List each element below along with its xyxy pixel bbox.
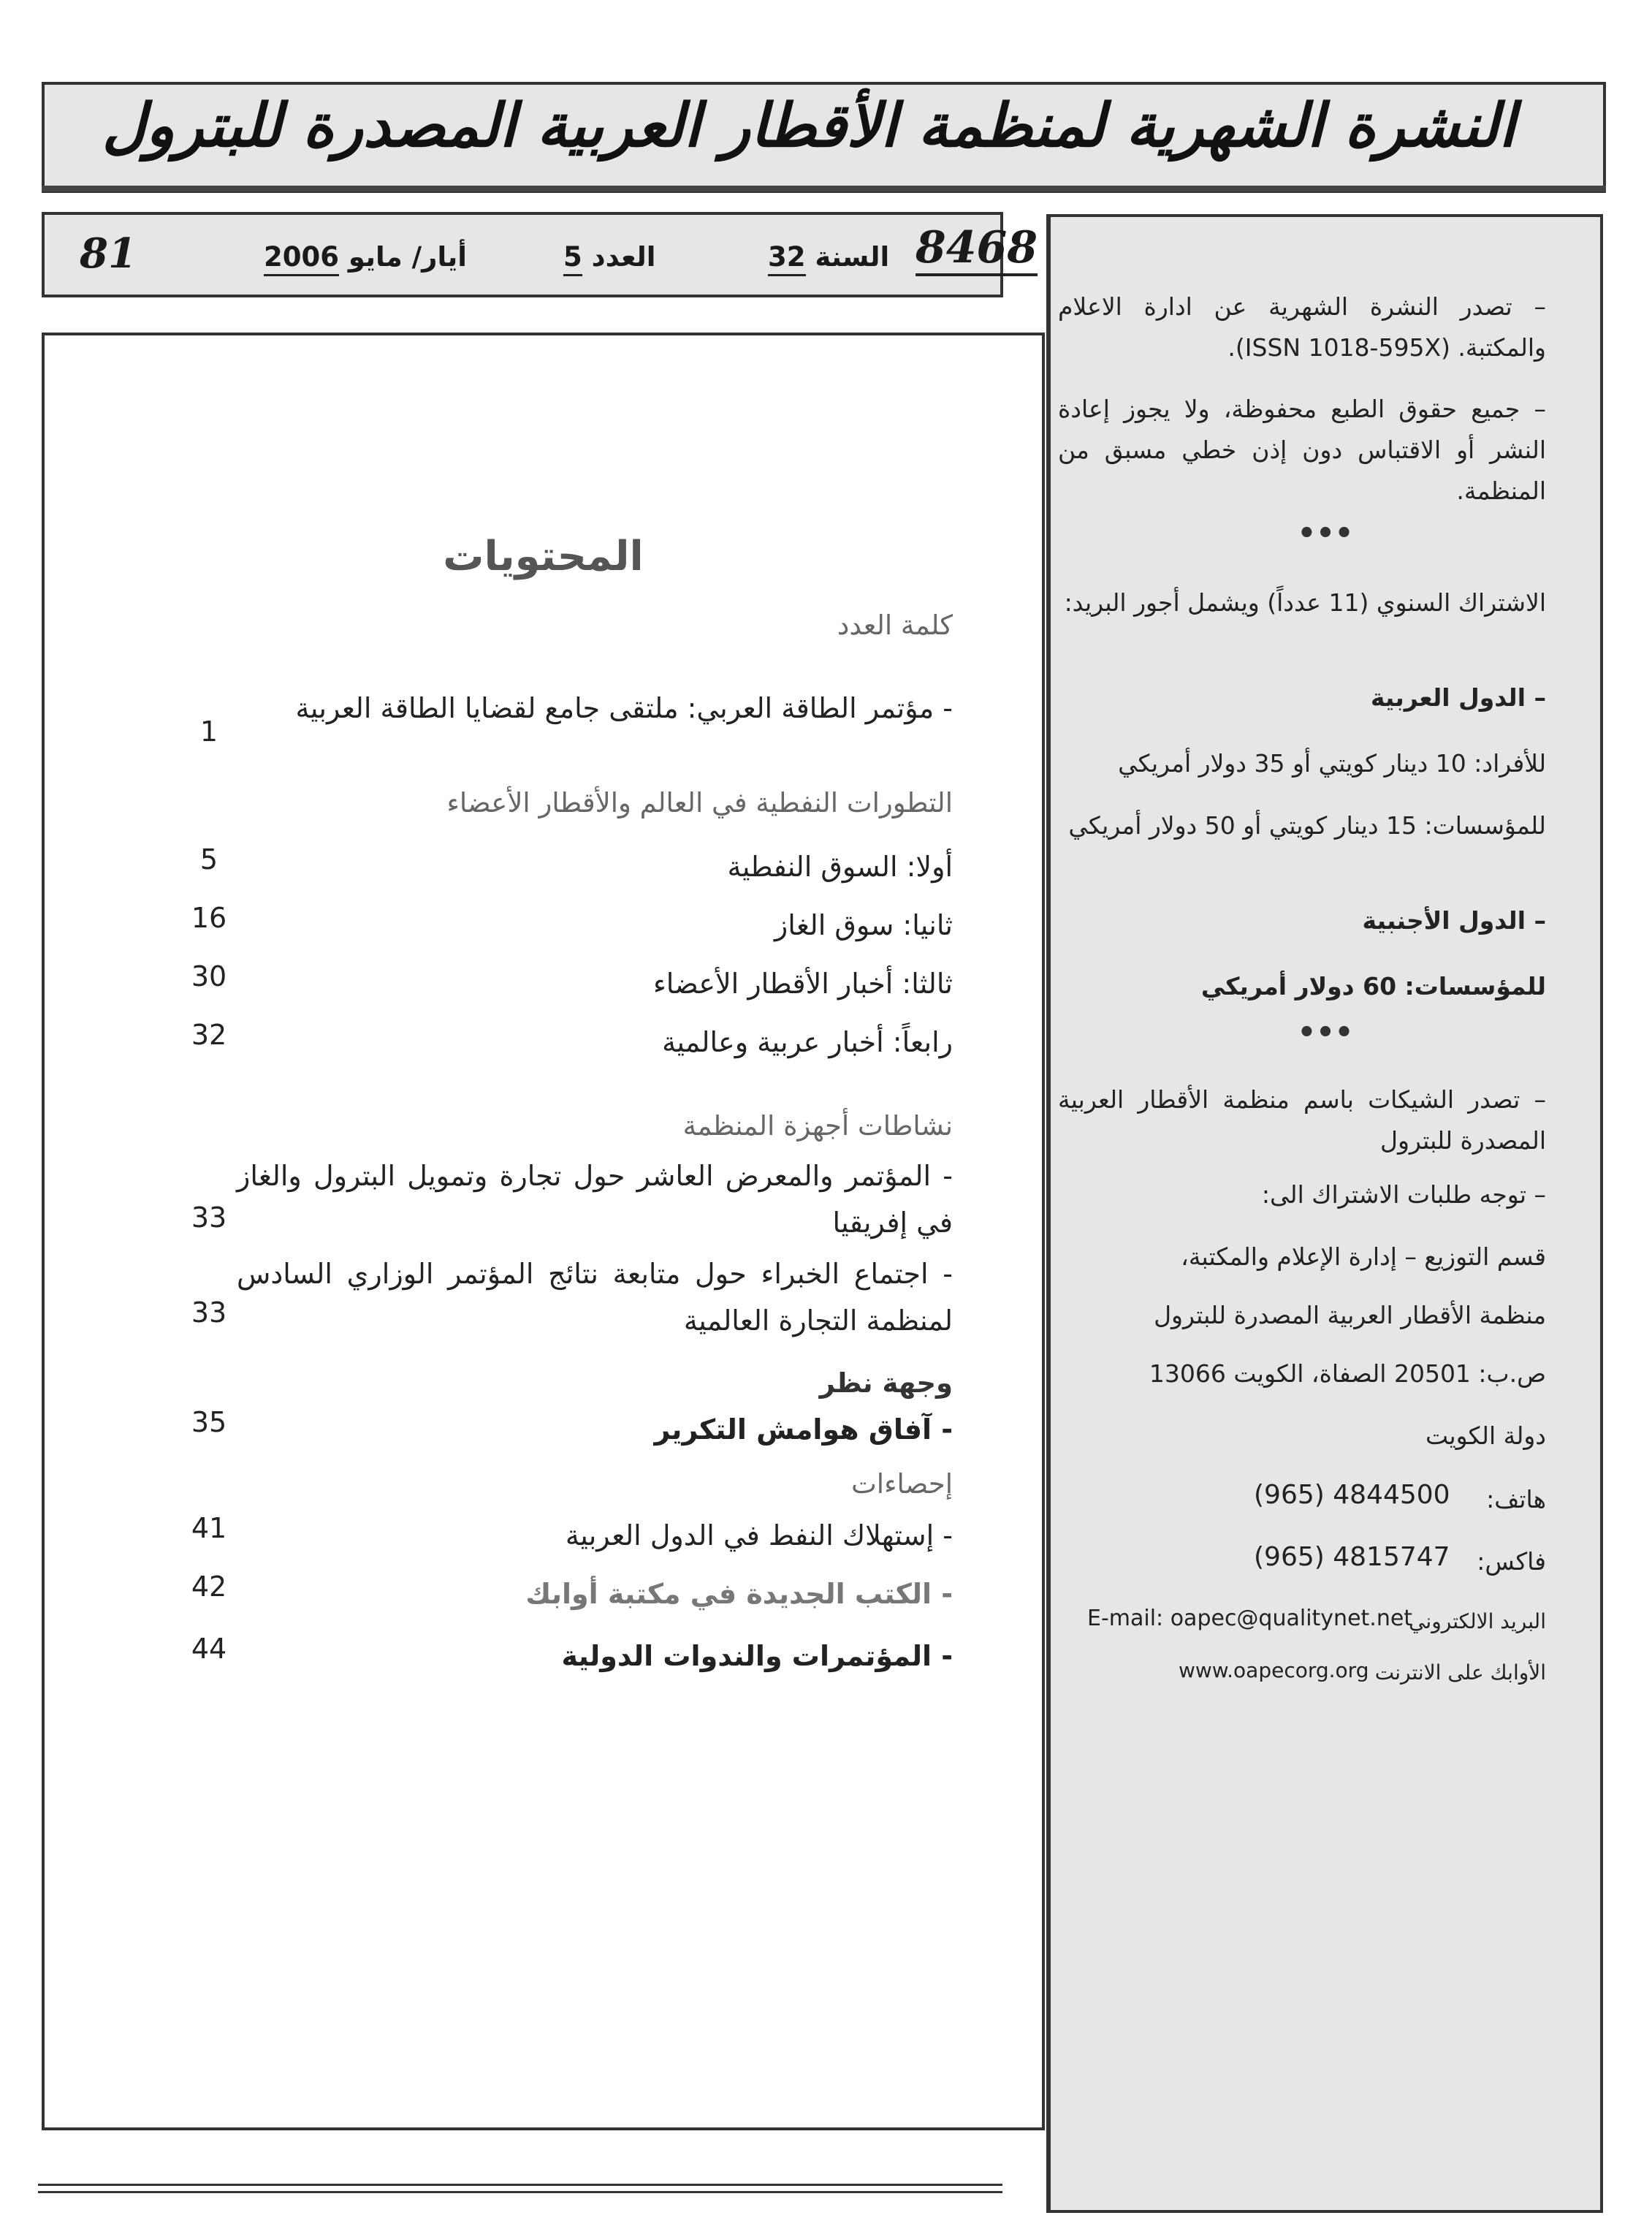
requests-note: – توجه طلبات الاشتراك الى: [1261, 1180, 1546, 1209]
distribution-dept: قسم التوزيع – إدارة الإعلام والمكتبة، [1181, 1242, 1546, 1271]
info-sidebar [1046, 214, 1603, 2213]
institution-rate: للمؤسسات: 15 دينار كويتي أو 50 دولار أمريكي [1068, 811, 1546, 840]
subscription-note: الاشتراك السنوي (11 عدداً) ويشمل أجور البريد: [1064, 588, 1546, 617]
fax-value: (965) 4815747 [1254, 1542, 1450, 1572]
toc-item[interactable]: ثالثا: أخبار الأقطار الأعضاء [652, 968, 953, 1000]
po-box: ص.ب: 20501 الصفاة، الكويت 13066 [1149, 1359, 1546, 1388]
issue-year-value: 32 [768, 241, 806, 276]
masthead-title: النشرة الشهرية لمنظمة الأقطار العربية المصدرة للبترول [102, 91, 1515, 161]
issue-date [264, 241, 467, 273]
toc-item[interactable]: - اجتماع الخبراء حول متابعة نتائج المؤتمر الوزاري السادس لمنظمة التجارة العالمية [237, 1258, 953, 1337]
toc-page-number: 5 [199, 843, 218, 876]
cheques-note: – تصدر الشيكات باسم منظمة الأقطار العربية المصدرة للبترول [1058, 1085, 1546, 1155]
masthead [42, 82, 1606, 193]
toc-page-number: 42 [191, 1571, 227, 1603]
issue-info-box [42, 212, 1038, 297]
toc-page-number: 44 [191, 1633, 227, 1665]
toc-page-number: 33 [191, 1296, 227, 1329]
toc-page-number: 35 [191, 1406, 227, 1438]
toc-page-number: 32 [191, 1019, 227, 1051]
contents-title: المحتويات [443, 533, 644, 580]
organization-name: منظمة الأقطار العربية المصدرة للبترول [1154, 1301, 1546, 1329]
issue-year [768, 241, 889, 273]
toc-page-number: 30 [191, 960, 227, 992]
toc-section-heading: التطورات النفطية في العالم والأقطار الأعضاء [446, 787, 953, 819]
bottom-rule [38, 2191, 1002, 2193]
issue-number [563, 241, 655, 273]
arab-countries-heading: – الدول العربية [1370, 683, 1546, 712]
phone-label: هاتف: [1486, 1485, 1546, 1514]
individual-rate: للأفراد: 10 دينار كويتي أو 35 دولار أمريكي [1118, 749, 1546, 778]
fax-label: فاكس: [1477, 1547, 1546, 1576]
toc-page-number: 41 [191, 1512, 227, 1544]
handwritten-page-mark: 81 [80, 229, 137, 278]
website-value[interactable]: www.oapecorg.org [1179, 1658, 1369, 1682]
separator-dots: ••• [1297, 517, 1354, 550]
phone-value: (965) 4844500 [1254, 1480, 1450, 1510]
foreign-institution-rate: للمؤسسات: 60 دولار أمريكي [1200, 972, 1546, 1000]
copyright-note: – جميع حقوق الطبع محفوظة، ولا يجوز إعادة النشر أو الاقتباس دون إذن خطي مسبق من المنظمة. [1058, 395, 1546, 505]
country: دولة الكويت [1425, 1421, 1546, 1450]
issue-date-year: 2006 [264, 241, 339, 276]
toc-section-heading: نشاطات أجهزة المنظمة [682, 1110, 953, 1142]
separator-dots: ••• [1297, 1016, 1354, 1049]
toc-item[interactable]: - المؤتمرات والندوات الدولية [561, 1640, 953, 1672]
issue-date-text: أيار/ مايو [348, 241, 467, 273]
publisher-note: – تصدر النشرة الشهرية عن ادارة الاعلام والمكتبة. (ISSN 1018-595X). [1058, 292, 1546, 362]
toc-item[interactable]: - المؤتمر والمعرض العاشر حول تجارة وتمويل البترول والغاز في إفريقيا [237, 1160, 953, 1239]
toc-section-heading: إحصاءات [850, 1468, 953, 1500]
toc-item[interactable]: - الكتب الجديدة في مكتبة أوابك [525, 1578, 953, 1610]
toc-item[interactable]: ثانيا: سوق الغاز [774, 909, 953, 941]
toc-page-number: 1 [199, 715, 218, 748]
toc-item[interactable]: - إستهلاك النفط في الدول العربية [565, 1519, 953, 1552]
toc-item[interactable]: - مؤتمر الطاقة العربي: ملتقى جامع لقضايا الطاقة العربية [295, 692, 953, 724]
email-label: البريد الالكتروني [1409, 1609, 1546, 1633]
issue-year-label: السنة [815, 241, 890, 273]
foreign-countries-heading: – الدول الأجنبية [1362, 906, 1546, 935]
contents-box [42, 333, 1045, 2130]
toc-section-heading: وجهة نظر [819, 1367, 953, 1399]
handwritten-serial-mark: 8468 [916, 222, 1038, 276]
toc-item[interactable]: رابعاً: أخبار عربية وعالمية [662, 1026, 953, 1058]
toc-item[interactable]: أولا: السوق النفطية [727, 851, 953, 883]
toc-page-number: 33 [191, 1201, 227, 1234]
toc-item[interactable]: - آفاق هوامش التكرير [654, 1413, 953, 1446]
toc-section-heading: كلمة العدد [837, 610, 953, 641]
masthead-rule [42, 186, 1606, 191]
issue-number-value: 5 [563, 241, 582, 276]
issue-number-label: العدد [591, 241, 656, 273]
website-label: الأوابك على الانترنت [1374, 1660, 1546, 1685]
email-value[interactable]: E-mail: oapec@qualitynet.net [1087, 1606, 1413, 1631]
bottom-rule [38, 2184, 1002, 2186]
toc-page-number: 16 [191, 902, 227, 934]
